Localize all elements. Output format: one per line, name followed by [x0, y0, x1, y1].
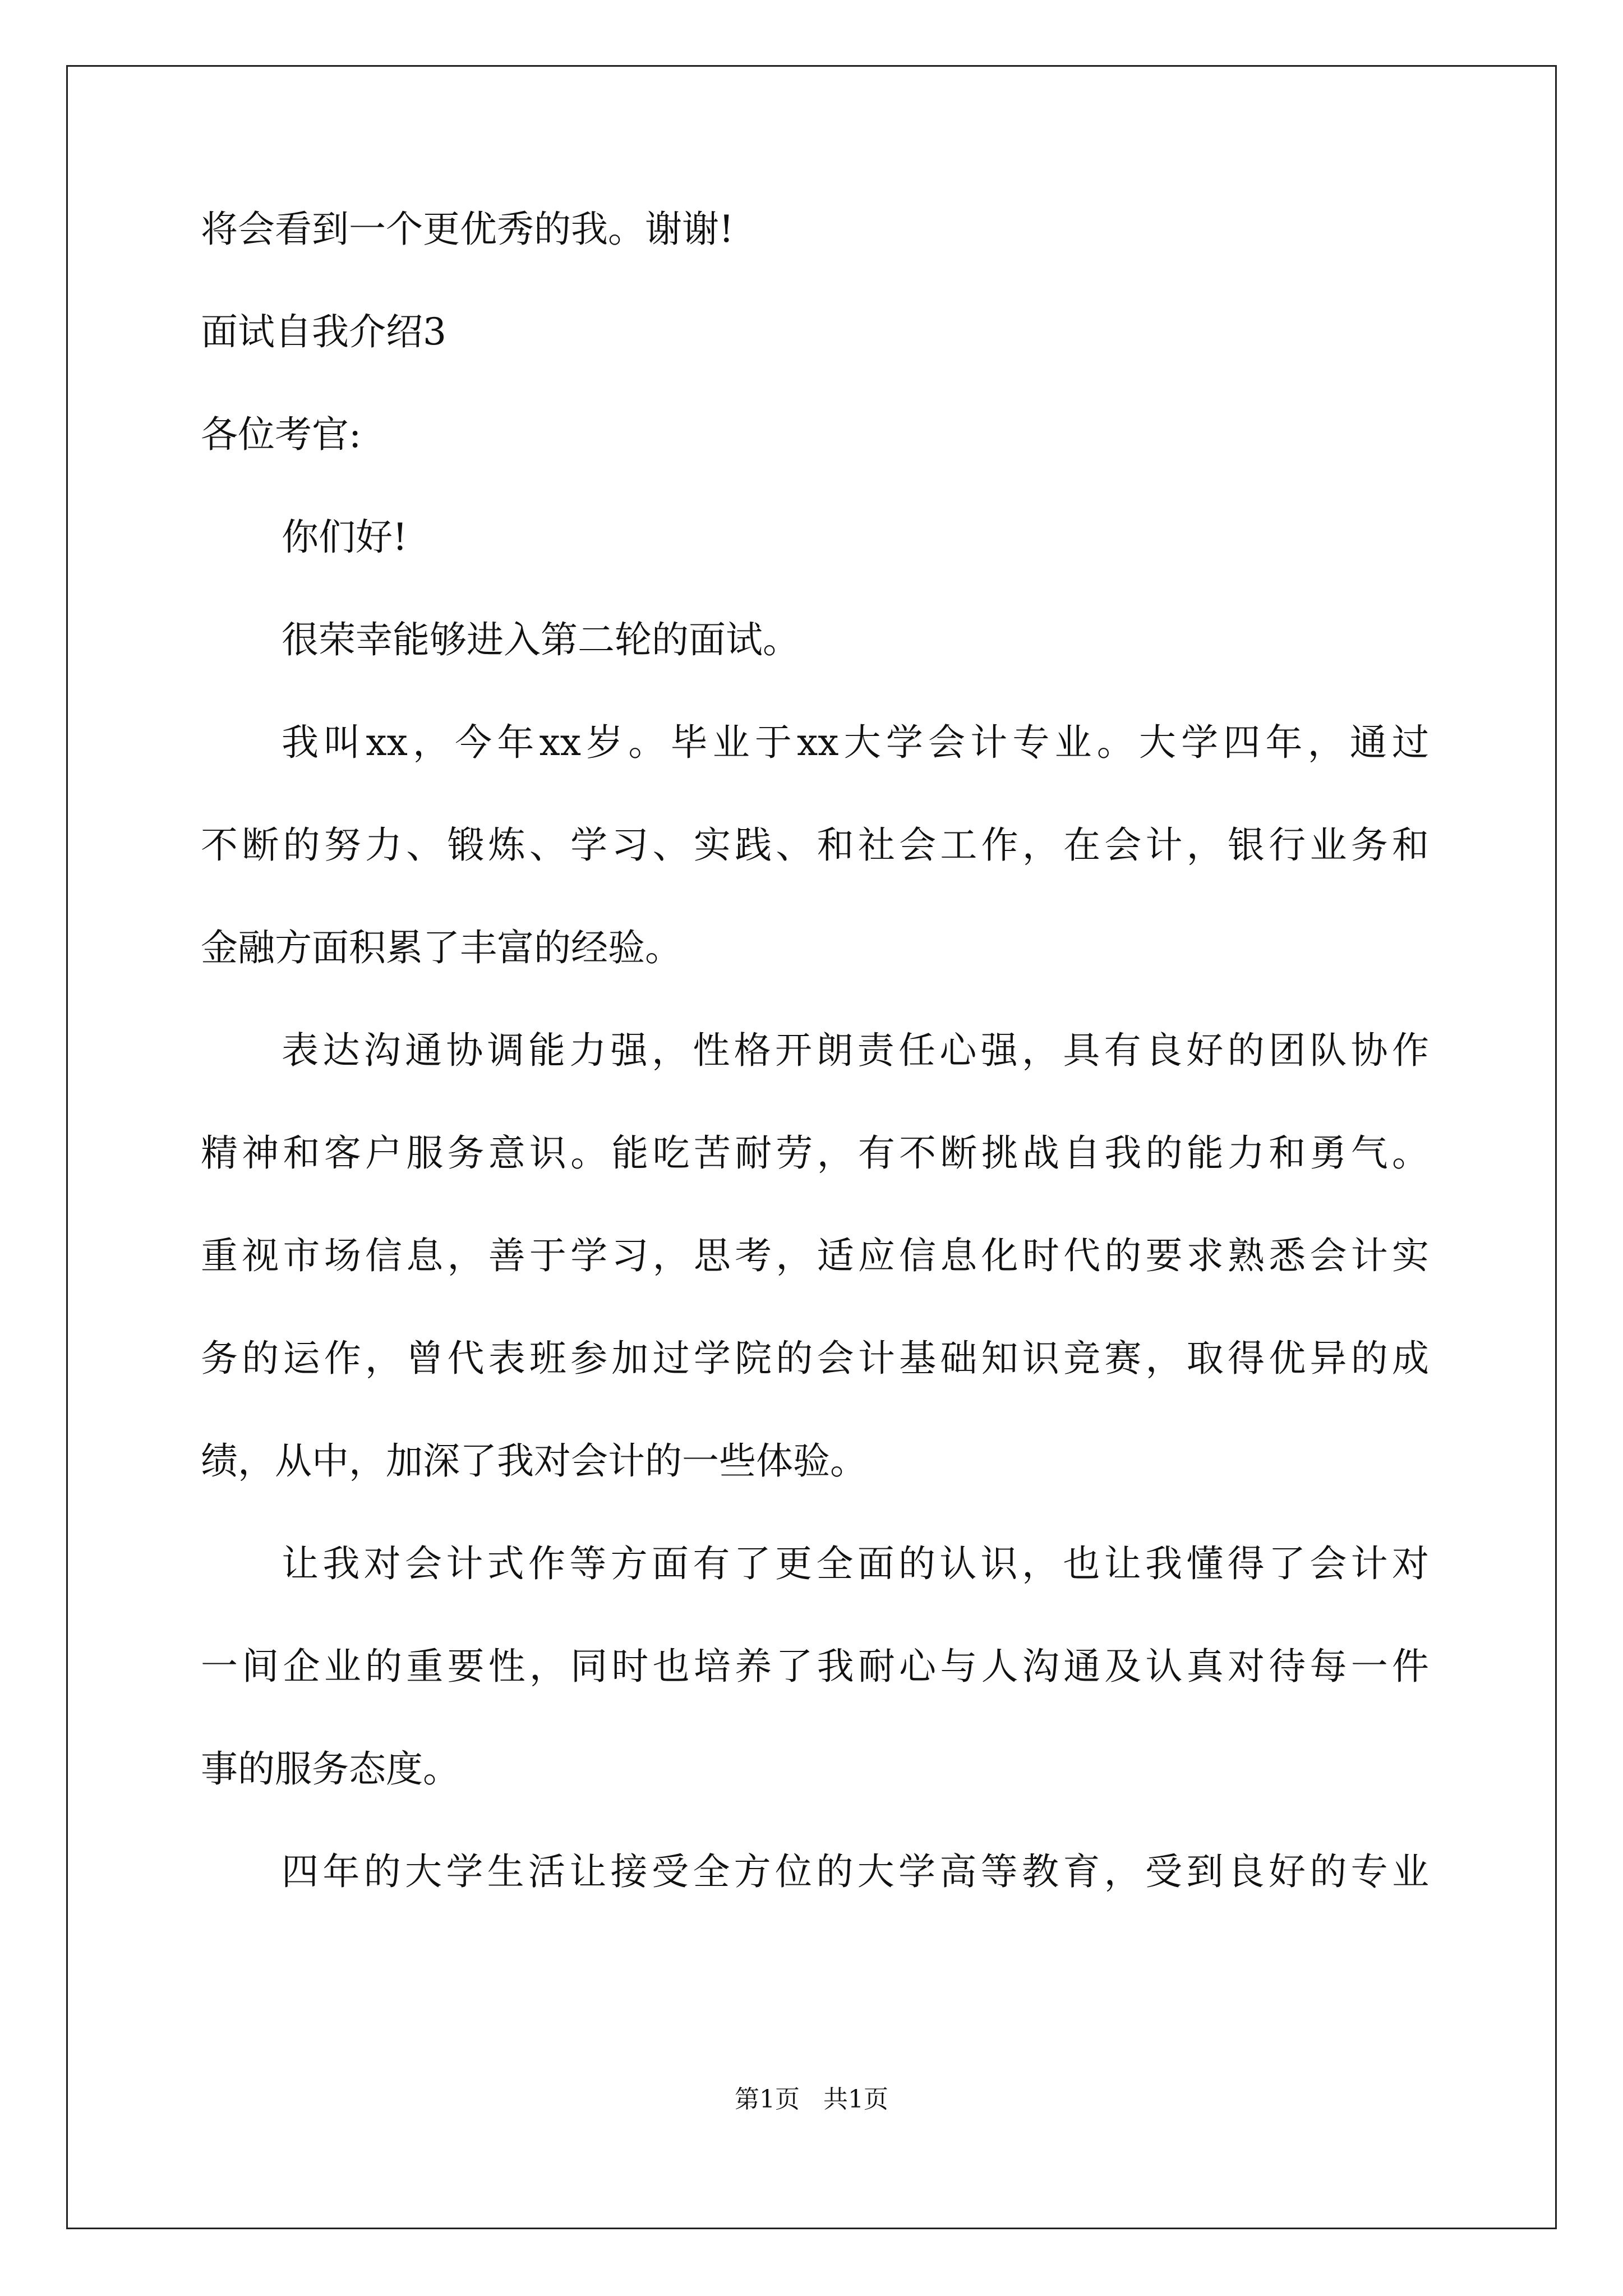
section-heading: 面试自我介绍3: [201, 310, 446, 353]
greeting: 你们好!: [282, 516, 408, 559]
salutation: 各位考官:: [201, 413, 362, 456]
paragraph-line: 一间企业的重要性，同时也培养了我耐心与人沟通及认真对待每一件: [201, 1645, 1429, 1688]
closing-line: 将会看到一个更优秀的我。谢谢!: [201, 208, 734, 251]
paragraph-line: 精神和客户服务意识。能吃苦耐劳，有不断挑战自我的能力和勇气。: [201, 1131, 1429, 1175]
paragraph-line: 不断的努力、锻炼、学习、实践、和社会工作，在会计，银行业务和: [201, 823, 1429, 867]
paragraph-line: 我叫xx，今年xx岁。毕业于xx大学会计专业。大学四年，通过: [282, 721, 1429, 764]
paragraph-line: 金融方面积累了丰富的经验。: [201, 926, 682, 969]
page-footer: 第1页 共1页: [735, 2085, 888, 2114]
paragraph-line: 重视市场信息，善于学习，思考，适应信息化时代的要求熟悉会计实: [201, 1234, 1429, 1277]
paragraph-line: 让我对会计式作等方面有了更全面的认识，也让我懂得了会计对: [282, 1542, 1429, 1585]
paragraph-line: 很荣幸能够进入第二轮的面试。: [282, 618, 800, 661]
paragraph-line: 绩，从中，加深了我对会计的一些体验。: [201, 1439, 867, 1483]
paragraph-line: 表达沟通协调能力强，性格开朗责任心强，具有良好的团队协作: [282, 1029, 1429, 1072]
paragraph-line: 事的服务态度。: [201, 1747, 460, 1791]
paragraph-line: 四年的大学生活让接受全方位的大学高等教育，受到良好的专业: [282, 1850, 1429, 1893]
paragraph-line: 务的运作，曾代表班参加过学院的会计基础知识竞赛，取得优异的成: [201, 1337, 1429, 1380]
